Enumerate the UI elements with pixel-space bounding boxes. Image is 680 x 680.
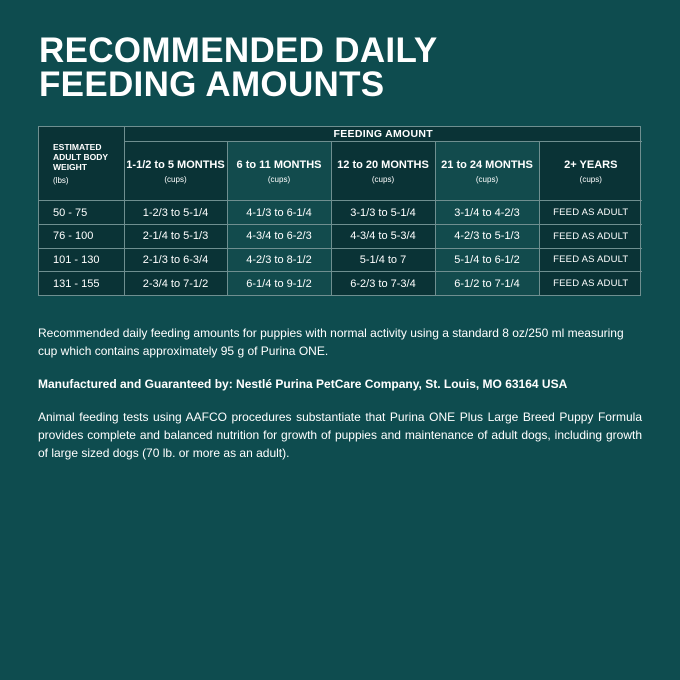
feeding-amount-header: FEEDING AMOUNT	[124, 127, 642, 142]
amount-cell: FEED AS ADULT	[539, 201, 642, 225]
weight-column-header	[39, 127, 124, 201]
age-column-unit: (cups)	[267, 174, 291, 184]
table-row	[39, 224, 642, 248]
age-column-header	[227, 142, 331, 201]
table-row	[39, 248, 642, 272]
weight-cell: 131 - 155	[39, 272, 124, 295]
age-column-unit: (cups)	[371, 174, 395, 184]
age-column-label: 21 to 24 MONTHS	[441, 158, 533, 171]
age-column-unit: (cups)	[579, 174, 602, 184]
amount-cell: 2-3/4 to 7-1/2	[124, 272, 227, 295]
age-column-label: 6 to 11 MONTHS	[236, 158, 322, 171]
feeding-table	[38, 126, 641, 296]
amount-cell: 4-1/3 to 6-1/4	[227, 201, 331, 225]
age-column-header	[539, 142, 642, 201]
weight-cell: 76 - 100	[39, 224, 124, 248]
amount-cell: 1-2/3 to 5-1/4	[124, 201, 227, 225]
amount-cell: 5-1/4 to 7	[331, 248, 435, 272]
aafco-statement: Animal feeding tests using AAFCO procedures substantiate that Purina ONE Plus Large Breed Puppy Formula provides complete and balanced nutrition for growth of puppies and maintenance of adult dogs, including growth of large sized dogs (70 lb. or more as an adult).	[38, 410, 642, 460]
amount-cell: 3-1/3 to 5-1/4	[331, 201, 435, 225]
age-column-label: 2+ YEARS	[564, 158, 618, 171]
amount-cell: 6-2/3 to 7-3/4	[331, 272, 435, 295]
amount-cell: 2-1/4 to 5-1/3	[124, 224, 227, 248]
age-column-label: 1-1/2 to 5 MONTHS	[126, 158, 225, 171]
weight-header-unit: (lbs)	[53, 175, 69, 185]
age-column-label: 12 to 20 MONTHS	[337, 158, 429, 171]
age-column-header	[435, 142, 539, 201]
amount-cell: FEED AS ADULT	[539, 248, 642, 272]
amount-cell: 2-1/3 to 6-3/4	[124, 248, 227, 272]
amount-cell: FEED AS ADULT	[539, 272, 642, 295]
amount-cell: 4-3/4 to 5-3/4	[331, 224, 435, 248]
amount-cell: 4-2/3 to 8-1/2	[227, 248, 331, 272]
amount-cell: 6-1/2 to 7-1/4	[435, 272, 539, 295]
age-column-unit: (cups)	[164, 174, 187, 184]
page-title-line-1: RECOMMENDED DAILY	[39, 31, 438, 70]
page-title	[39, 31, 639, 104]
weight-header-label: ESTIMATED ADULT BODY WEIGHT	[53, 141, 108, 172]
amount-cell: 3-1/4 to 4-2/3	[435, 201, 539, 225]
age-column-header	[124, 142, 227, 201]
weight-cell: 50 - 75	[39, 201, 124, 225]
amount-cell: 6-1/4 to 9-1/2	[227, 272, 331, 295]
table-row	[39, 201, 642, 225]
page-title-line-2: FEEDING AMOUNTS	[39, 65, 385, 104]
measuring-cup-note: Recommended daily feeding amounts for puppies with normal activity using a standard 8 oz/250 ml measuring cup which contains approximately 95 g of Purina ONE.	[38, 326, 624, 358]
amount-cell: 5-1/4 to 6-1/2	[435, 248, 539, 272]
age-column-unit: (cups)	[475, 174, 499, 184]
amount-cell: FEED AS ADULT	[539, 224, 642, 248]
amount-cell: 4-3/4 to 6-2/3	[227, 224, 331, 248]
weight-cell: 101 - 130	[39, 248, 124, 272]
amount-cell: 4-2/3 to 5-1/3	[435, 224, 539, 248]
age-column-header	[331, 142, 435, 201]
manufacturer-statement: Manufactured and Guaranteed by: Nestlé Purina PetCare Company, St. Louis, MO 63164 USA	[38, 377, 568, 391]
table-row	[39, 272, 642, 295]
